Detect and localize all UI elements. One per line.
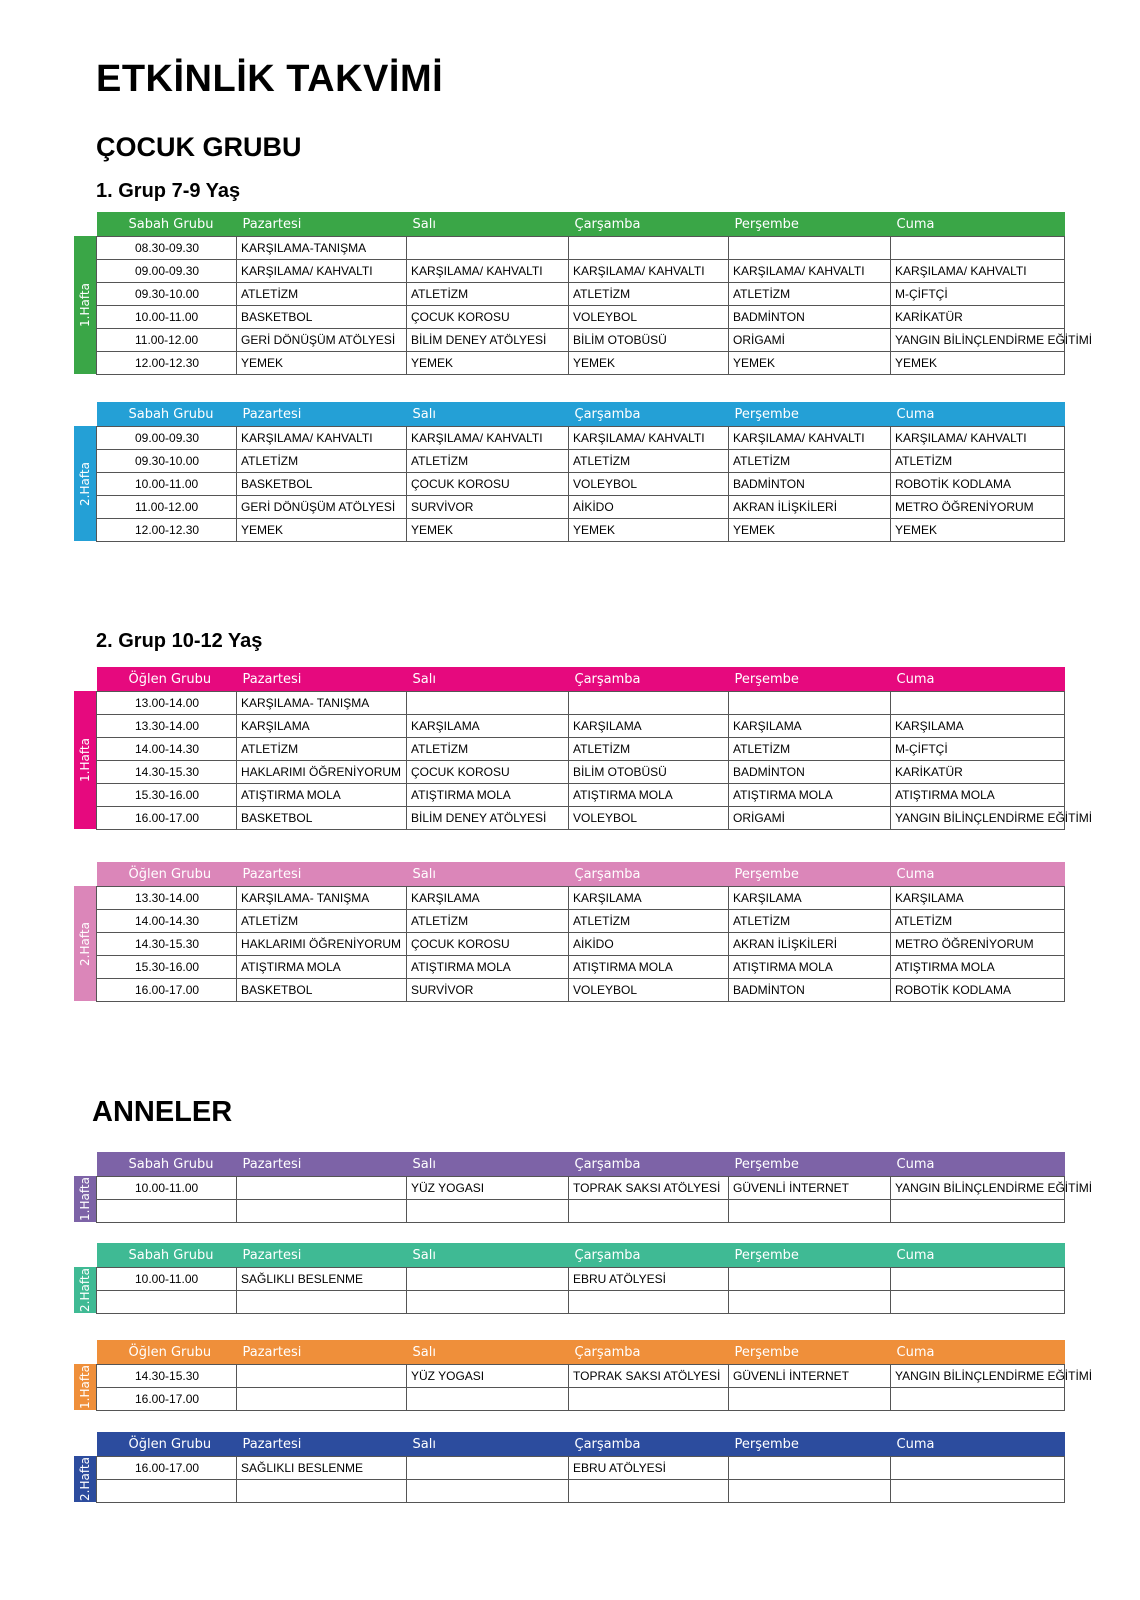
activity-cell: ROBOTİK KODLAMA <box>891 979 1065 1002</box>
activity-cell: GÜVENLİ İNTERNET <box>729 1365 891 1388</box>
header-day: Salı <box>412 1156 436 1172</box>
header-row <box>97 667 1065 692</box>
activity-cell: BASKETBOL <box>237 807 407 830</box>
header-day: Cuma <box>896 1156 935 1172</box>
table-row <box>97 979 1065 1002</box>
table-row <box>97 496 1065 519</box>
header-day: Çarşamba <box>574 1436 641 1452</box>
activity-cell: ATLETİZM <box>891 450 1065 473</box>
table-row <box>97 1480 1065 1503</box>
activity-cell: ÇOCUK KOROSU <box>407 306 569 329</box>
table-row <box>97 352 1065 375</box>
time-cell: 11.00-12.00 <box>97 496 237 519</box>
activity-cell: ATLETİZM <box>407 738 569 761</box>
table-row <box>97 260 1065 283</box>
table-row <box>97 887 1065 910</box>
activity-cell: YEMEK <box>407 519 569 542</box>
activity-cell <box>891 1457 1065 1480</box>
activity-cell <box>237 1177 407 1200</box>
activity-cell: ATIŞTIRMA MOLA <box>237 784 407 807</box>
header-day: Perşembe <box>734 406 799 422</box>
week-label <box>74 1267 96 1313</box>
activity-cell <box>237 1291 407 1314</box>
time-cell: 09.00-09.30 <box>97 427 237 450</box>
activity-cell: BADMİNTON <box>729 473 891 496</box>
header-day: Çarşamba <box>574 1344 641 1360</box>
schedule-grid <box>96 1432 1065 1503</box>
activity-cell <box>729 1480 891 1503</box>
activity-cell: YEMEK <box>891 519 1065 542</box>
week-label <box>74 886 96 1001</box>
activity-cell: M-ÇİFTÇİ <box>891 283 1065 306</box>
activity-cell <box>891 1268 1065 1291</box>
activity-cell: EBRU ATÖLYESİ <box>569 1457 729 1480</box>
activity-cell: KARŞILAMA <box>891 715 1065 738</box>
activity-cell: YANGIN BİLİNÇLENDİRME EĞİTİMİ <box>891 807 1065 830</box>
activity-cell: KARŞILAMA/ KAHVALTI <box>729 260 891 283</box>
activity-cell: ÇOCUK KOROSU <box>407 761 569 784</box>
activity-cell <box>729 237 891 260</box>
activity-cell: GERİ DÖNÜŞÜM ATÖLYESİ <box>237 329 407 352</box>
activity-cell: KARŞILAMA <box>407 715 569 738</box>
activity-cell: KARİKATÜR <box>891 306 1065 329</box>
activity-cell: ATLETİZM <box>891 910 1065 933</box>
activity-cell: KARŞILAMA/ KAHVALTI <box>237 427 407 450</box>
anneler-heading: ANNELER <box>92 1096 233 1128</box>
table-row <box>97 1268 1065 1291</box>
table-row <box>97 784 1065 807</box>
header-group: Öğlen Grubu <box>128 866 212 882</box>
activity-cell: ATLETİZM <box>729 910 891 933</box>
activity-cell <box>891 1388 1065 1411</box>
activity-cell <box>569 1480 729 1503</box>
header-row <box>97 212 1065 237</box>
activity-cell: BADMİNTON <box>729 306 891 329</box>
activity-cell <box>569 237 729 260</box>
header-day: Perşembe <box>734 671 799 687</box>
table-row <box>97 1457 1065 1480</box>
table-row <box>97 329 1065 352</box>
activity-cell: KARŞILAMA/ KAHVALTI <box>891 260 1065 283</box>
activity-cell: YEMEK <box>729 519 891 542</box>
time-cell: 13.30-14.00 <box>97 715 237 738</box>
activity-cell <box>569 1388 729 1411</box>
header-row <box>97 1340 1065 1365</box>
week-label-text: 2.Hafta <box>78 1268 92 1312</box>
activity-cell: KARŞILAMA <box>407 887 569 910</box>
activity-cell <box>237 1365 407 1388</box>
header-day: Pazartesi <box>242 1247 302 1263</box>
activity-cell <box>729 1457 891 1480</box>
activity-cell: TOPRAK SAKSI ATÖLYESİ <box>569 1177 729 1200</box>
activity-cell: SAĞLIKLI BESLENME <box>237 1268 407 1291</box>
table-row <box>97 237 1065 260</box>
activity-cell: ATIŞTIRMA MOLA <box>891 784 1065 807</box>
activity-cell: YEMEK <box>729 352 891 375</box>
header-row <box>97 862 1065 887</box>
time-cell: 12.00-12.30 <box>97 519 237 542</box>
header-day: Çarşamba <box>574 406 641 422</box>
activity-cell <box>407 237 569 260</box>
activity-cell: YANGIN BİLİNÇLENDİRME EĞİTİMİ <box>891 1177 1065 1200</box>
time-cell: 14.30-15.30 <box>97 1365 237 1388</box>
header-group: Öğlen Grubu <box>128 1344 212 1360</box>
time-cell: 09.30-10.00 <box>97 283 237 306</box>
table-row <box>97 933 1065 956</box>
activity-cell: ATIŞTIRMA MOLA <box>729 784 891 807</box>
activity-cell: ATIŞTIRMA MOLA <box>237 956 407 979</box>
activity-cell: ATIŞTIRMA MOLA <box>891 956 1065 979</box>
header-day: Perşembe <box>734 1436 799 1452</box>
activity-cell: YÜZ YOGASI <box>407 1365 569 1388</box>
activity-cell: VOLEYBOL <box>569 306 729 329</box>
activity-cell: KARŞILAMA/ KAHVALTI <box>407 260 569 283</box>
week-label <box>74 1456 96 1502</box>
activity-cell: AİKİDO <box>569 933 729 956</box>
activity-cell: ATIŞTIRMA MOLA <box>407 784 569 807</box>
header-day: Pazartesi <box>242 1436 302 1452</box>
header-group: Sabah Grubu <box>128 1247 214 1263</box>
time-cell: 13.30-14.00 <box>97 887 237 910</box>
time-cell <box>97 1200 237 1223</box>
activity-cell: ATLETİZM <box>569 910 729 933</box>
time-cell <box>97 1291 237 1314</box>
time-cell: 15.30-16.00 <box>97 956 237 979</box>
time-cell: 10.00-11.00 <box>97 1177 237 1200</box>
week-label-text: 2.Hafta <box>78 921 92 966</box>
header-group: Sabah Grubu <box>128 1156 214 1172</box>
activity-cell: KARŞILAMA/ KAHVALTI <box>569 427 729 450</box>
time-cell: 09.00-09.30 <box>97 260 237 283</box>
activity-cell: ATLETİZM <box>237 283 407 306</box>
activity-cell <box>729 1268 891 1291</box>
activity-cell: ATLETİZM <box>729 738 891 761</box>
activity-cell: VOLEYBOL <box>569 473 729 496</box>
activity-cell <box>891 692 1065 715</box>
activity-cell: SAĞLIKLI BESLENME <box>237 1457 407 1480</box>
time-cell: 16.00-17.00 <box>97 1388 237 1411</box>
activity-cell: KARŞILAMA <box>569 887 729 910</box>
time-cell: 14.30-15.30 <box>97 761 237 784</box>
activity-cell: KARŞILAMA/ KAHVALTI <box>407 427 569 450</box>
activity-cell: M-ÇİFTÇİ <box>891 738 1065 761</box>
schedule-grid <box>96 862 1065 1002</box>
table-row <box>97 738 1065 761</box>
header-row <box>97 1432 1065 1457</box>
table-row <box>97 519 1065 542</box>
schedule-grid <box>96 1340 1093 1411</box>
activity-cell: ATLETİZM <box>407 283 569 306</box>
activity-cell: YANGIN BİLİNÇLENDİRME EĞİTİMİ <box>891 1365 1065 1388</box>
time-cell: 10.00-11.00 <box>97 306 237 329</box>
header-group: Öğlen Grubu <box>128 1436 212 1452</box>
activity-cell <box>407 692 569 715</box>
page-title: ETKİNLİK TAKVİMİ <box>96 58 444 100</box>
time-cell: 11.00-12.00 <box>97 329 237 352</box>
activity-cell: ÇOCUK KOROSU <box>407 933 569 956</box>
header-day: Salı <box>412 1247 436 1263</box>
header-row <box>97 1152 1065 1177</box>
activity-cell: YEMEK <box>237 519 407 542</box>
week-label <box>74 1176 96 1222</box>
activity-cell <box>569 1291 729 1314</box>
activity-cell: ATIŞTIRMA MOLA <box>569 784 729 807</box>
activity-cell <box>891 1291 1065 1314</box>
header-day: Pazartesi <box>242 1344 302 1360</box>
group-1-heading: 1. Grup 7-9 Yaş <box>96 180 241 202</box>
time-cell: 14.00-14.30 <box>97 738 237 761</box>
time-cell: 16.00-17.00 <box>97 1457 237 1480</box>
schedule-grid <box>96 1152 1093 1223</box>
activity-cell <box>407 1291 569 1314</box>
activity-cell: ATIŞTIRMA MOLA <box>569 956 729 979</box>
header-day: Cuma <box>896 1344 935 1360</box>
table-row <box>97 427 1065 450</box>
activity-cell: BADMİNTON <box>729 761 891 784</box>
activity-cell: KARŞILAMA/ KAHVALTI <box>891 427 1065 450</box>
activity-cell: SURVİVOR <box>407 496 569 519</box>
activity-cell <box>237 1388 407 1411</box>
header-day: Perşembe <box>734 1247 799 1263</box>
activity-cell: KARŞILAMA- TANIŞMA <box>237 692 407 715</box>
week-label <box>74 236 96 374</box>
activity-cell: METRO ÖĞRENİYORUM <box>891 496 1065 519</box>
activity-cell: ÇOCUK KOROSU <box>407 473 569 496</box>
header-day: Çarşamba <box>574 671 641 687</box>
activity-cell <box>407 1480 569 1503</box>
header-day: Cuma <box>896 671 935 687</box>
activity-cell: KARŞILAMA/ KAHVALTI <box>729 427 891 450</box>
activity-cell: BASKETBOL <box>237 306 407 329</box>
table-row <box>97 807 1065 830</box>
activity-cell: YEMEK <box>569 352 729 375</box>
table-row <box>97 761 1065 784</box>
activity-cell: AİKİDO <box>569 496 729 519</box>
time-cell: 10.00-11.00 <box>97 473 237 496</box>
activity-cell <box>237 1480 407 1503</box>
header-day: Cuma <box>896 866 935 882</box>
header-day: Çarşamba <box>574 1156 641 1172</box>
activity-cell: KARŞILAMA/ KAHVALTI <box>569 260 729 283</box>
activity-cell <box>729 1388 891 1411</box>
activity-cell <box>569 1200 729 1223</box>
activity-cell: ATLETİZM <box>569 283 729 306</box>
table-row <box>97 1177 1065 1200</box>
activity-cell: BİLİM OTOBÜSÜ <box>569 761 729 784</box>
time-cell: 09.30-10.00 <box>97 450 237 473</box>
activity-cell: KARŞILAMA <box>729 887 891 910</box>
header-row <box>97 1243 1065 1268</box>
header-day: Pazartesi <box>242 866 302 882</box>
time-cell: 10.00-11.00 <box>97 1268 237 1291</box>
time-cell: 16.00-17.00 <box>97 807 237 830</box>
activity-cell <box>729 1291 891 1314</box>
activity-cell: ATLETİZM <box>407 450 569 473</box>
header-day: Perşembe <box>734 1344 799 1360</box>
table-row <box>97 956 1065 979</box>
header-day: Pazartesi <box>242 671 302 687</box>
activity-cell: BİLİM DENEY ATÖLYESİ <box>407 329 569 352</box>
table-row <box>97 306 1065 329</box>
week-label-text: 1.Hafta <box>78 1365 92 1409</box>
activity-cell: YEMEK <box>891 352 1065 375</box>
activity-cell <box>407 1268 569 1291</box>
header-day: Cuma <box>896 406 935 422</box>
week-label-text: 1.Hafta <box>78 283 92 327</box>
week-label-text: 1.Hafta <box>78 1177 92 1221</box>
activity-cell: BASKETBOL <box>237 473 407 496</box>
activity-cell: AKRAN İLİŞKİLERİ <box>729 933 891 956</box>
table-row <box>97 1388 1065 1411</box>
activity-cell: BASKETBOL <box>237 979 407 1002</box>
time-cell: 08.30-09.30 <box>97 237 237 260</box>
activity-cell: TOPRAK SAKSI ATÖLYESİ <box>569 1365 729 1388</box>
activity-cell: YEMEK <box>569 519 729 542</box>
activity-cell: ATLETİZM <box>237 910 407 933</box>
activity-cell: ATIŞTIRMA MOLA <box>729 956 891 979</box>
table-row <box>97 692 1065 715</box>
week-label <box>74 1364 96 1410</box>
activity-cell <box>891 237 1065 260</box>
schedule-grid <box>96 667 1093 830</box>
activity-cell <box>407 1388 569 1411</box>
table-row <box>97 1365 1065 1388</box>
activity-cell: ATLETİZM <box>407 910 569 933</box>
activity-cell: YANGIN BİLİNÇLENDİRME EĞİTİMİ <box>891 329 1065 352</box>
activity-cell: SURVİVOR <box>407 979 569 1002</box>
time-cell: 14.30-15.30 <box>97 933 237 956</box>
activity-cell: HAKLARIMI ÖĞRENİYORUM <box>237 933 407 956</box>
activity-cell: KARŞILAMA <box>237 715 407 738</box>
table-row <box>97 715 1065 738</box>
table-row <box>97 283 1065 306</box>
activity-cell: BİLİM DENEY ATÖLYESİ <box>407 807 569 830</box>
header-day: Perşembe <box>734 216 799 232</box>
header-day: Perşembe <box>734 866 799 882</box>
activity-cell: HAKLARIMI ÖĞRENİYORUM <box>237 761 407 784</box>
header-day: Pazartesi <box>242 1156 302 1172</box>
activity-cell <box>891 1200 1065 1223</box>
activity-cell: KARŞILAMA- TANIŞMA <box>237 887 407 910</box>
activity-cell: KARŞILAMA/ KAHVALTI <box>237 260 407 283</box>
week-label-text: 1.Hafta <box>78 738 92 782</box>
activity-cell: KARŞILAMA <box>729 715 891 738</box>
header-day: Cuma <box>896 216 935 232</box>
cocuk-grubu-heading: ÇOCUK GRUBU <box>96 132 302 162</box>
activity-cell: ORİGAMİ <box>729 329 891 352</box>
week-label <box>74 426 96 541</box>
table-row <box>97 1291 1065 1314</box>
header-day: Salı <box>412 866 436 882</box>
activity-cell: ATLETİZM <box>569 450 729 473</box>
activity-cell: BADMİNTON <box>729 979 891 1002</box>
header-group: Sabah Grubu <box>128 406 214 422</box>
activity-cell: GÜVENLİ İNTERNET <box>729 1177 891 1200</box>
header-day: Cuma <box>896 1436 935 1452</box>
header-day: Çarşamba <box>574 1247 641 1263</box>
table-row <box>97 450 1065 473</box>
header-day: Salı <box>412 1436 436 1452</box>
activity-cell: ATLETİZM <box>729 450 891 473</box>
activity-cell <box>729 692 891 715</box>
activity-cell <box>237 1200 407 1223</box>
schedule-grid <box>96 212 1093 375</box>
header-day: Salı <box>412 1344 436 1360</box>
header-day: Salı <box>412 406 436 422</box>
activity-cell <box>407 1457 569 1480</box>
header-row <box>97 402 1065 427</box>
header-group: Öğlen Grubu <box>128 671 212 687</box>
header-day: Çarşamba <box>574 866 641 882</box>
header-day: Salı <box>412 671 436 687</box>
activity-cell: VOLEYBOL <box>569 979 729 1002</box>
activity-cell: BİLİM OTOBÜSÜ <box>569 329 729 352</box>
time-cell <box>97 1480 237 1503</box>
table-row <box>97 910 1065 933</box>
activity-cell: VOLEYBOL <box>569 807 729 830</box>
activity-cell: KARŞILAMA <box>891 887 1065 910</box>
activity-cell: AKRAN İLİŞKİLERİ <box>729 496 891 519</box>
schedule-grid <box>96 402 1065 542</box>
header-day: Pazartesi <box>242 216 302 232</box>
activity-cell: ATLETİZM <box>237 738 407 761</box>
activity-cell: KARŞILAMA-TANIŞMA <box>237 237 407 260</box>
activity-cell: KARİKATÜR <box>891 761 1065 784</box>
time-cell: 16.00-17.00 <box>97 979 237 1002</box>
activity-cell: KARŞILAMA <box>569 715 729 738</box>
week-label-text: 2.Hafta <box>78 1457 92 1501</box>
activity-cell: ATLETİZM <box>237 450 407 473</box>
time-cell: 15.30-16.00 <box>97 784 237 807</box>
header-day: Pazartesi <box>242 406 302 422</box>
activity-cell: ROBOTİK KODLAMA <box>891 473 1065 496</box>
week-label <box>74 691 96 829</box>
group-2-heading: 2. Grup 10-12 Yaş <box>96 630 263 652</box>
header-day: Salı <box>412 216 436 232</box>
activity-cell <box>407 1200 569 1223</box>
activity-cell: METRO ÖĞRENİYORUM <box>891 933 1065 956</box>
activity-cell <box>891 1480 1065 1503</box>
header-day: Çarşamba <box>574 216 641 232</box>
header-day: Perşembe <box>734 1156 799 1172</box>
table-row <box>97 473 1065 496</box>
activity-cell <box>729 1200 891 1223</box>
activity-cell: YEMEK <box>237 352 407 375</box>
activity-cell: YÜZ YOGASI <box>407 1177 569 1200</box>
activity-cell: YEMEK <box>407 352 569 375</box>
activity-cell: GERİ DÖNÜŞÜM ATÖLYESİ <box>237 496 407 519</box>
activity-cell: ATIŞTIRMA MOLA <box>407 956 569 979</box>
time-cell: 14.00-14.30 <box>97 910 237 933</box>
table-row <box>97 1200 1065 1223</box>
time-cell: 12.00-12.30 <box>97 352 237 375</box>
header-group: Sabah Grubu <box>128 216 214 232</box>
activity-cell: ATLETİZM <box>569 738 729 761</box>
schedule-grid <box>96 1243 1065 1314</box>
header-day: Cuma <box>896 1247 935 1263</box>
activity-cell: ORİGAMİ <box>729 807 891 830</box>
time-cell: 13.00-14.00 <box>97 692 237 715</box>
week-label-text: 2.Hafta <box>78 461 92 506</box>
activity-cell <box>569 692 729 715</box>
activity-cell: ATLETİZM <box>729 283 891 306</box>
activity-cell: EBRU ATÖLYESİ <box>569 1268 729 1291</box>
